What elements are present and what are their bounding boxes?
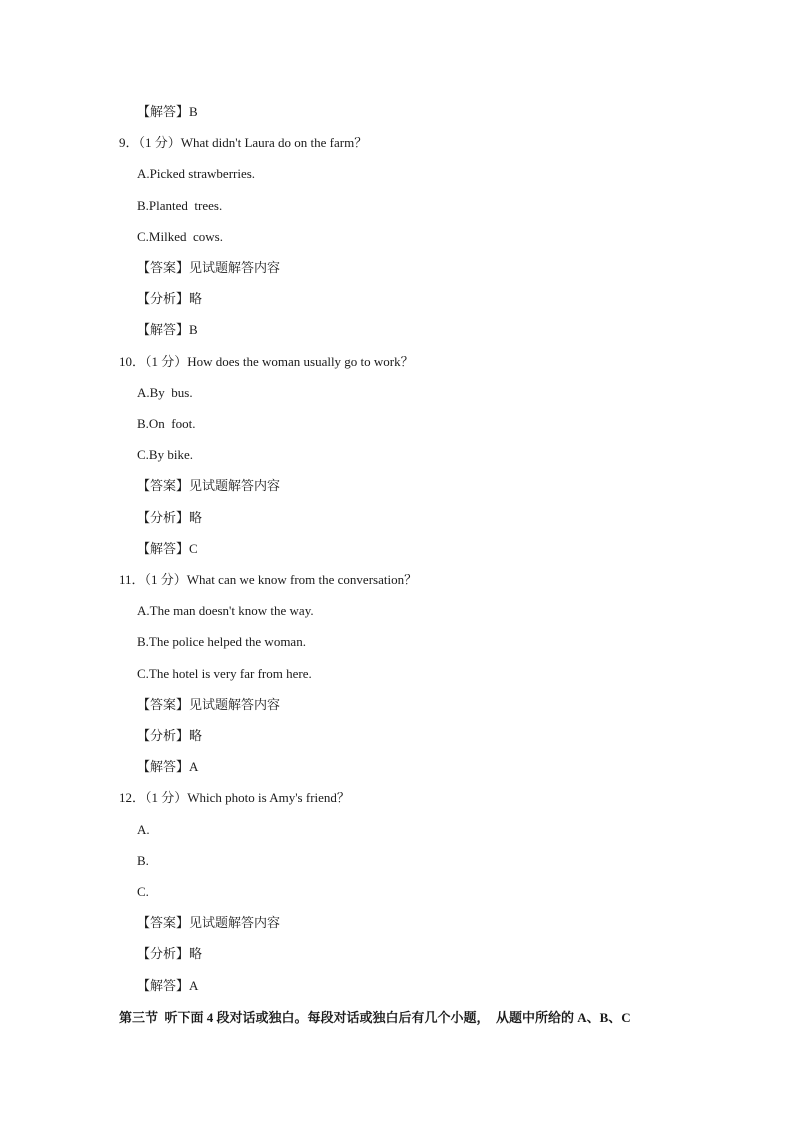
- answer-line: 【答案】见试题解答内容: [137, 915, 281, 931]
- answer-line: A.The man doesn't know the way.: [137, 603, 314, 619]
- answer-line: 【答案】见试题解答内容: [137, 260, 281, 275]
- question-text: 9．（1 分）What didn't Laura do on the farm？: [119, 135, 368, 151]
- answer-line: B.On foot.: [137, 416, 196, 431]
- answer-line: B.The police helped the woman.: [137, 634, 306, 650]
- question-text: 12．（1 分）Which photo is Amy's friend？: [119, 790, 350, 806]
- answer-line: 【解答】C: [137, 540, 198, 556]
- answer-line: C.Milked cows.: [137, 228, 223, 244]
- answer-line: A.By bus.: [137, 384, 193, 400]
- answer-line: B.Planted trees.: [137, 197, 223, 213]
- answer-line: C.By bike.: [137, 447, 193, 463]
- answer-line: 【答案】见试题解答内容: [137, 696, 281, 712]
- answer-line: 【解答】A: [137, 977, 199, 993]
- answer-line: A.: [137, 821, 150, 837]
- answer-line: 【解答】B: [137, 104, 198, 119]
- answer-line: 【分析】略: [137, 728, 203, 743]
- answer-line: C.: [137, 884, 149, 899]
- answer-line: B.: [137, 852, 149, 868]
- answer-line: C.The hotel is very far from here.: [137, 665, 312, 681]
- answer-line: 【分析】略: [137, 946, 203, 962]
- answer-line: 【分析】略: [137, 291, 203, 307]
- answer-line: A.Picked strawberries.: [137, 166, 256, 182]
- answer-line: 【解答】B: [137, 322, 198, 338]
- answer-line: 【解答】A: [137, 759, 199, 775]
- question-text: 10．（1 分）How does the woman usually go to work？: [119, 353, 414, 369]
- section-heading: 第三节 听下面 4 段对话或独白。每段对话或独白后有几个小题， 从题中所给的 A、B、C: [119, 1010, 631, 1025]
- answer-line: 【分析】略: [137, 509, 203, 525]
- question-text: 11．（1 分）What can we know from the conversation？: [119, 572, 418, 587]
- answer-line: 【答案】见试题解答内容: [137, 478, 281, 494]
